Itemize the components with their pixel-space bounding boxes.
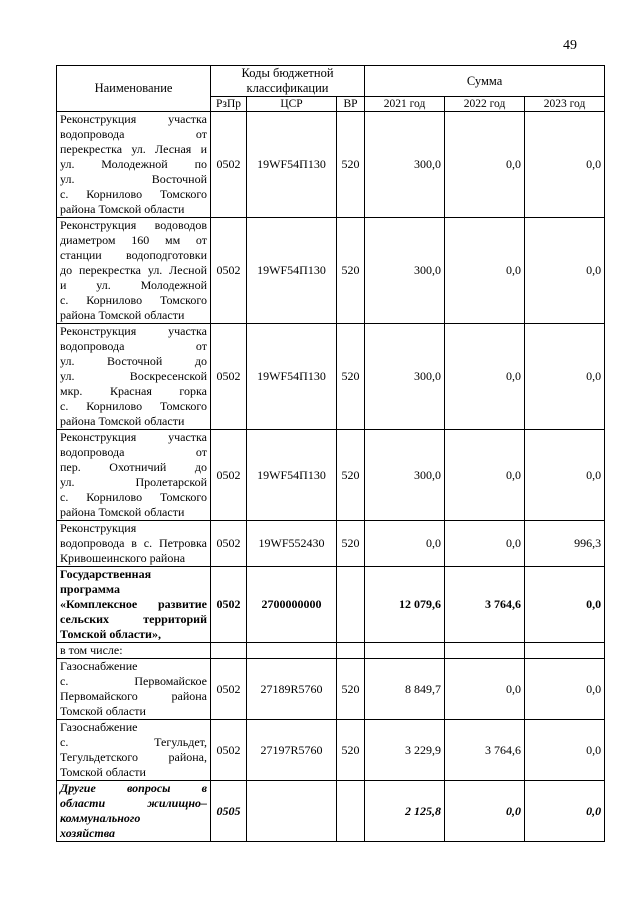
row-rzpr: 0502 <box>211 720 247 781</box>
row-name-line: водопровода от <box>60 339 207 353</box>
row-2023: 0,0 <box>525 218 605 324</box>
budget-table <box>56 65 605 842</box>
row-name-line: Государственная <box>60 567 152 581</box>
row-2023: 0,0 <box>525 720 605 781</box>
row-name-line: района Томской области <box>60 202 185 216</box>
table-body <box>57 112 605 842</box>
row-name-line: станции водоподготовки <box>60 248 207 262</box>
row-2022: 0,0 <box>445 112 525 218</box>
row-name <box>57 781 211 842</box>
row-name <box>57 643 211 659</box>
row-2021: 3 229,9 <box>365 720 445 781</box>
row-2022 <box>445 643 525 659</box>
header-vr: ВР <box>337 97 365 112</box>
row-name-line: водопровода от <box>60 127 207 141</box>
row-vr: 520 <box>337 521 365 567</box>
row-name-line: мкр. Красная горка <box>60 384 207 398</box>
row-2023 <box>525 643 605 659</box>
row-name-line: водопровода от <box>60 445 207 459</box>
row-csr: 2700000000 <box>247 567 337 643</box>
row-rzpr: 0502 <box>211 521 247 567</box>
table-row <box>57 430 605 521</box>
row-name-line: с. Корнилово Томского <box>60 490 207 504</box>
row-name-line: Томской области <box>60 704 146 718</box>
row-name-line: ул. Молодежной по <box>60 157 207 171</box>
row-name-line: ул. Воскресенской <box>60 369 207 383</box>
row-name <box>57 521 211 567</box>
row-2022: 3 764,6 <box>445 567 525 643</box>
row-vr <box>337 643 365 659</box>
row-name-line: Другие вопросы в <box>60 781 207 795</box>
row-rzpr: 0502 <box>211 324 247 430</box>
row-vr: 520 <box>337 720 365 781</box>
row-name-line: хозяйства <box>60 826 116 840</box>
row-name-line: «Комплексное развитие <box>60 597 207 611</box>
row-2021: 8 849,7 <box>365 659 445 720</box>
table-row <box>57 567 605 643</box>
row-rzpr: 0502 <box>211 659 247 720</box>
row-name-line: области жилищно– <box>60 796 207 810</box>
row-name <box>57 659 211 720</box>
row-rzpr: 0505 <box>211 781 247 842</box>
row-2021 <box>365 643 445 659</box>
row-name-line: Газоснабжение <box>60 720 138 734</box>
row-name-line: сельских территорий <box>60 612 207 626</box>
row-name-line: района Томской области <box>60 414 185 428</box>
row-csr: 19WF552430 <box>247 521 337 567</box>
row-name-line: ул. Восточной <box>60 172 207 186</box>
row-csr: 19WF54П130 <box>247 430 337 521</box>
row-2022: 0,0 <box>445 430 525 521</box>
row-vr: 520 <box>337 430 365 521</box>
row-name-line: пер. Охотничий до <box>60 460 207 474</box>
row-name-line: Тегульдетского района, <box>60 750 207 764</box>
row-rzpr: 0502 <box>211 430 247 521</box>
row-2023: 0,0 <box>525 567 605 643</box>
row-name-line: диаметром 160 мм от <box>60 233 207 247</box>
header-sum: Сумма <box>365 66 605 97</box>
table-row <box>57 659 605 720</box>
page-number: 49 <box>563 38 577 53</box>
row-2021: 300,0 <box>365 324 445 430</box>
row-name-line: Газоснабжение <box>60 659 138 673</box>
row-vr <box>337 781 365 842</box>
row-name-line: ул. Восточной до <box>60 354 207 368</box>
row-csr <box>247 781 337 842</box>
row-2023: 996,3 <box>525 521 605 567</box>
row-vr: 520 <box>337 218 365 324</box>
row-name-line: Реконструкция участка <box>60 112 207 126</box>
row-2021: 300,0 <box>365 430 445 521</box>
row-2021: 0,0 <box>365 521 445 567</box>
table-row <box>57 521 605 567</box>
row-2022: 0,0 <box>445 218 525 324</box>
row-vr: 520 <box>337 324 365 430</box>
row-name-line: Реконструкция участка <box>60 430 207 444</box>
row-2021: 12 079,6 <box>365 567 445 643</box>
row-name-line: и ул. Молодежной <box>60 278 207 292</box>
header-codes-line2: классификации <box>246 81 329 95</box>
table-row <box>57 643 605 659</box>
row-name-line: Первомайского района <box>60 689 207 703</box>
row-rzpr: 0502 <box>211 567 247 643</box>
table-row <box>57 720 605 781</box>
header-2021: 2021 год <box>365 97 445 112</box>
table-row <box>57 324 605 430</box>
row-name-line: района Томской области <box>60 308 185 322</box>
header-codes <box>211 66 365 97</box>
row-2023: 0,0 <box>525 659 605 720</box>
row-name-line: Кривошеинского района <box>60 551 186 565</box>
row-csr <box>247 643 337 659</box>
row-vr: 520 <box>337 659 365 720</box>
row-2022: 0,0 <box>445 659 525 720</box>
row-csr: 27189R5760 <box>247 659 337 720</box>
row-name <box>57 430 211 521</box>
header-2023: 2023 год <box>525 97 605 112</box>
row-name <box>57 567 211 643</box>
row-name-line: с. Корнилово Томского <box>60 399 207 413</box>
row-name <box>57 324 211 430</box>
row-name-line: с. Корнилово Томского <box>60 293 207 307</box>
header-rzpr: РзПр <box>211 97 247 112</box>
table-row <box>57 218 605 324</box>
row-vr <box>337 567 365 643</box>
row-name-line: Реконструкция <box>60 521 137 535</box>
row-2023: 0,0 <box>525 781 605 842</box>
row-rzpr <box>211 643 247 659</box>
row-name-line: района Томской области <box>60 505 185 519</box>
row-name-line: водопровода в с. Петровка <box>60 536 207 550</box>
header-codes-line1: Коды бюджетной <box>241 66 334 80</box>
row-rzpr: 0502 <box>211 218 247 324</box>
row-2023: 0,0 <box>525 430 605 521</box>
row-name-line: Томской области», <box>60 627 161 641</box>
row-2021: 300,0 <box>365 112 445 218</box>
row-2022: 3 764,6 <box>445 720 525 781</box>
header-csr: ЦСР <box>247 97 337 112</box>
row-csr: 19WF54П130 <box>247 218 337 324</box>
row-2022: 0,0 <box>445 324 525 430</box>
row-name-line: коммунального <box>60 811 141 825</box>
table-row <box>57 112 605 218</box>
header-row-1 <box>57 66 605 97</box>
row-csr: 19WF54П130 <box>247 112 337 218</box>
row-name-line: с. Тегульдет, <box>60 735 207 749</box>
header-2022: 2022 год <box>445 97 525 112</box>
row-name <box>57 218 211 324</box>
row-name-line: ул. Пролетарской <box>60 475 207 489</box>
row-name-line: в том числе: <box>60 643 123 657</box>
row-csr: 27197R5760 <box>247 720 337 781</box>
row-vr: 520 <box>337 112 365 218</box>
row-2022: 0,0 <box>445 521 525 567</box>
row-name-line: программа <box>60 582 120 596</box>
row-2023: 0,0 <box>525 324 605 430</box>
row-2023: 0,0 <box>525 112 605 218</box>
row-name-line: Реконструкция водоводов <box>60 218 207 232</box>
row-name-line: с. Первомайское <box>60 674 207 688</box>
row-name <box>57 720 211 781</box>
row-name <box>57 112 211 218</box>
row-name-line: перекрестка ул. Лесная и <box>60 142 207 156</box>
row-2022: 0,0 <box>445 781 525 842</box>
row-name-line: до перекрестка ул. Лесной <box>60 263 207 277</box>
header-name: Наименование <box>57 66 211 112</box>
row-2021: 2 125,8 <box>365 781 445 842</box>
row-name-line: Томской области <box>60 765 146 779</box>
row-rzpr: 0502 <box>211 112 247 218</box>
row-csr: 19WF54П130 <box>247 324 337 430</box>
table-row <box>57 781 605 842</box>
row-2021: 300,0 <box>365 218 445 324</box>
row-name-line: с. Корнилово Томского <box>60 187 207 201</box>
row-name-line: Реконструкция участка <box>60 324 207 338</box>
